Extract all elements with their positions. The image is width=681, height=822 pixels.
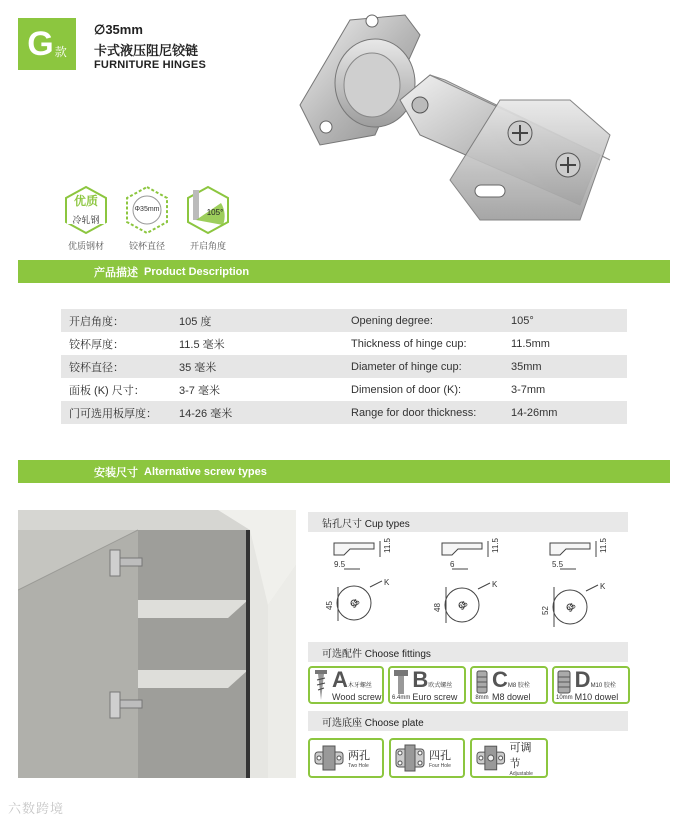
cup-k-label: K — [492, 580, 498, 589]
two-hole-plate-icon — [314, 743, 344, 773]
spec-zh-value: 35 毫米 — [171, 355, 341, 378]
fitting-zh: M8 胶栓 — [507, 682, 530, 689]
cup-spacing-label: 45 — [325, 601, 334, 610]
fitting-en: M10 dowel — [574, 691, 619, 702]
four-hole-plate-icon — [395, 743, 425, 773]
fitting-wood-screw — [308, 666, 384, 704]
wood-screw-icon — [312, 668, 330, 702]
cup-offset-label: 5.5 — [552, 560, 564, 569]
fitting-letter: B — [412, 666, 429, 692]
fitting-en: Euro screw — [412, 691, 458, 702]
cup-height-label: 11.5 — [599, 538, 608, 553]
table-row — [61, 378, 627, 401]
spec-en-label: Dimension of door (K): — [351, 383, 462, 396]
plate-zh: 可调节 — [509, 742, 532, 770]
opening-angle-badge: 105° — [206, 208, 224, 217]
fitting-euro-screw — [388, 666, 466, 704]
table-row — [61, 355, 627, 378]
fitting-letter: C — [492, 666, 508, 692]
plates-header: 可选底座 Choose plate — [308, 711, 628, 731]
fitting-m8-dowel — [470, 666, 548, 704]
adjustable-plate-icon — [476, 743, 506, 773]
cup-height-label: 11.5 — [491, 538, 500, 553]
hinge-product-image — [280, 5, 630, 230]
plate-en: Four Hole — [429, 763, 451, 769]
plate-en: Adjustable — [509, 771, 533, 777]
m10-dowel-icon — [556, 669, 572, 695]
product-description-bar — [18, 260, 670, 283]
spec-zh-value: 14-26 毫米 — [171, 401, 341, 424]
cup-offset-label: 6 — [450, 560, 455, 569]
fitting-dim: 6.4mm — [392, 695, 411, 701]
spec-en-label: Range for door thickness: — [343, 401, 503, 424]
table-row — [61, 309, 627, 332]
table-row — [61, 401, 627, 424]
fitting-zh: M10 胶栓 — [590, 682, 616, 689]
plate-two-hole — [308, 738, 384, 778]
spec-en-value: 3-7mm — [511, 383, 546, 396]
cabinet-installation-image — [18, 510, 296, 778]
plate-en: Two Hole — [348, 763, 369, 769]
installation-en: Alternative screw types — [144, 465, 267, 478]
spec-zh-label: 铰杯厚度： — [69, 338, 124, 351]
fitting-m10-dowel — [552, 666, 630, 704]
euro-screw-icon — [393, 669, 409, 695]
cup-types-header: 钻孔尺寸 Cup types — [308, 512, 628, 532]
feature-label-angle: 开启角度 — [189, 241, 226, 251]
cup-diameter-label: 35 — [457, 599, 470, 613]
title-zh: 卡式液压阻尼铰链 — [94, 43, 199, 58]
product-description-en: Product Description — [144, 265, 250, 278]
fitting-zh: 欧式螺丝 — [428, 682, 453, 689]
cup-type-diagram-1 — [320, 535, 410, 635]
feature-label-diameter: 铰杯直径 — [128, 241, 165, 251]
installation-zh: 安装尺寸 — [94, 466, 138, 479]
feature-label-steel: 优质钢材 — [67, 241, 104, 251]
spec-zh-label: 面板 (K) 尺寸： — [69, 384, 145, 397]
cup-size: ∅35mm — [94, 22, 143, 37]
cup-diameter-badge: Φ35mm — [134, 206, 160, 213]
title-en: FURNITURE HINGES — [94, 59, 206, 71]
cup-diameter-label: 35 — [565, 601, 578, 615]
cup-diameter-label: 35 — [349, 597, 362, 611]
spec-en-value: 11.5mm — [511, 337, 550, 350]
steel-badge-top: 优质 — [73, 194, 98, 208]
plate-adjustable — [470, 738, 548, 778]
badge-letter: G — [27, 25, 54, 63]
spec-en-label: Opening degree: — [343, 309, 503, 332]
watermark: 六数跨境 — [8, 801, 65, 816]
badge-sub: 款 — [54, 44, 67, 59]
cup-type-diagram-2 — [428, 535, 518, 635]
fittings-header: 可选配件 Choose fittings — [308, 642, 628, 662]
steel-badge-bottom: 冷轧钢 — [72, 215, 100, 225]
plate-four-hole — [389, 738, 465, 778]
cup-k-label: K — [384, 578, 390, 587]
fitting-dim: 10mm — [556, 695, 573, 701]
plate-zh: 四孔 — [429, 750, 451, 762]
fitting-zh: 木牙螺丝 — [347, 682, 372, 689]
spec-zh-label: 门可选用板厚度： — [61, 401, 171, 424]
spec-en-value: 35mm — [503, 355, 627, 378]
cup-offset-label: 9.5 — [334, 560, 346, 569]
m8-dowel-icon — [474, 669, 490, 695]
spec-zh-value: 11.5 毫米 — [179, 338, 225, 351]
cup-spacing-label: 52 — [541, 606, 550, 615]
spec-en-value: 14-26mm — [503, 401, 627, 424]
fitting-letter: A — [332, 666, 348, 692]
spec-zh-value: 3-7 毫米 — [179, 384, 220, 397]
installation-bar — [18, 460, 670, 483]
spec-zh-label: 铰杯直径： — [61, 355, 171, 378]
model-badge — [18, 18, 76, 70]
product-description-zh: 产品描述 — [94, 266, 138, 279]
fitting-en: Wood screw — [332, 691, 382, 702]
cup-k-label: K — [600, 582, 606, 591]
fitting-letter: D — [574, 666, 591, 692]
fitting-dim: 8mm — [475, 695, 489, 701]
spec-table — [61, 309, 627, 424]
cup-spacing-label: 48 — [433, 603, 442, 612]
cup-height-label: 11.5 — [383, 538, 392, 553]
table-row — [61, 332, 627, 355]
spec-en-value: 105° — [503, 309, 627, 332]
plate-zh: 两孔 — [348, 750, 370, 762]
cup-type-diagram-3 — [536, 535, 626, 635]
spec-en-label: Diameter of hinge cup: — [343, 355, 503, 378]
spec-en-label: Thickness of hinge cup: — [351, 337, 467, 350]
spec-zh-label: 开启角度： — [61, 309, 171, 332]
spec-zh-value: 105 度 — [171, 309, 341, 332]
fitting-en: M8 dowel — [492, 691, 531, 702]
